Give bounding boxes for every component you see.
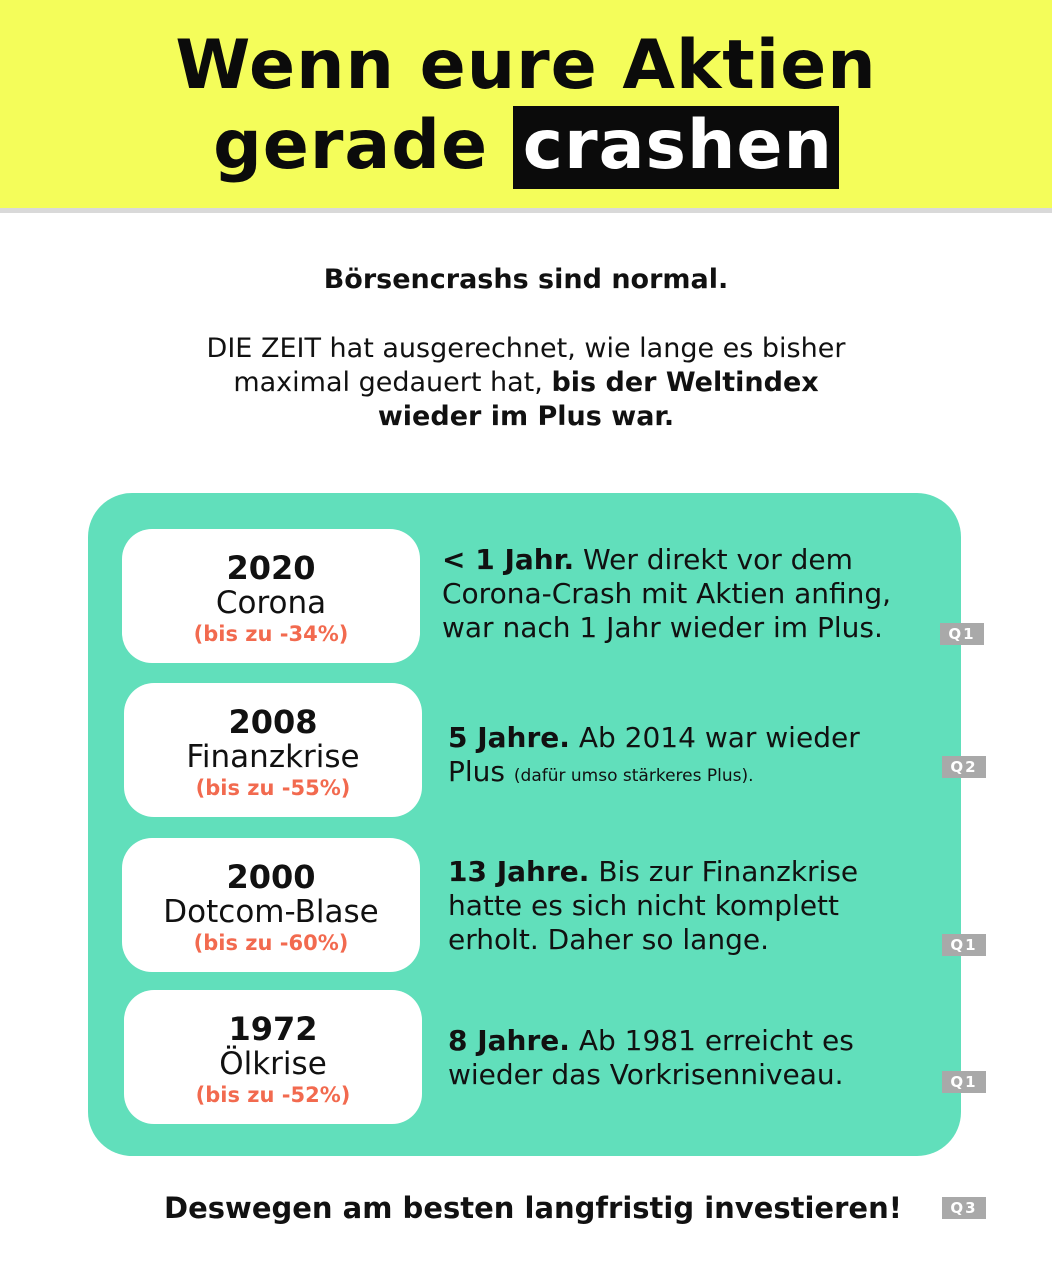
crash-card-1972 [124, 990, 422, 1124]
crash-year: 2008 [228, 703, 318, 741]
crash-name: Corona [215, 585, 327, 621]
crash-recovery-2000 [448, 855, 898, 957]
quarter-tag: Q1 [942, 1071, 986, 1093]
intro-text-bold: bis der Weltindex wieder im Plus war. [377, 367, 819, 432]
intro-headline: Börsencrashs sind normal. [323, 264, 729, 295]
crash-name: Ölkrise [219, 1046, 327, 1082]
crash-recovery-2008 [448, 721, 918, 793]
crash-card-2020 [122, 529, 420, 663]
recovery-duration: 5 Jahre. [448, 721, 570, 754]
title-line-2 [0, 106, 1052, 186]
crash-card-2008 [124, 683, 422, 817]
recovery-text: Wer direkt vor dem Corona-Crash mit Aktien anfing, war nach 1 Jahr wieder im Plus. [442, 543, 892, 644]
crash-name: Finanzkrise [186, 739, 360, 775]
recovery-duration: < 1 Jahr. [442, 543, 575, 576]
crash-drop: (bis zu -34%) [193, 622, 349, 646]
crash-drop: (bis zu -55%) [195, 776, 351, 800]
recovery-text: Bis zur Finanzkrise hatte es sich nicht komplett erholt. Daher so lange. [448, 855, 859, 956]
quarter-tag: Q1 [942, 934, 986, 956]
crash-card-2000 [122, 838, 420, 972]
crash-year: 2000 [226, 858, 316, 896]
quarter-tag: Q3 [942, 1197, 986, 1219]
quarter-tag: Q2 [942, 756, 986, 778]
crash-drop: (bis zu -60%) [193, 931, 349, 955]
crash-year: 2020 [226, 549, 316, 587]
recovery-note: (dafür umso stärkeres Plus). [513, 766, 754, 786]
title-word-highlight: crashen [513, 106, 839, 189]
recovery-text: Ab 2014 war wieder Plus [448, 721, 860, 788]
quarter-tag: Q1 [940, 623, 984, 645]
intro-paragraph [180, 332, 872, 434]
recovery-text: Ab 1981 erreicht es wieder das Vorkrisenniveau. [448, 1024, 854, 1091]
crash-recovery-2020 [442, 543, 942, 645]
recovery-duration: 8 Jahre. [448, 1024, 570, 1057]
intro-text-plain: DIE ZEIT hat ausgerechnet, wie lange es bisher maximal gedauert hat, [206, 333, 846, 398]
recovery-duration: 13 Jahre. [448, 855, 590, 888]
title-word-plain: gerade [213, 106, 489, 185]
title-banner [0, 0, 1052, 213]
conclusion-text: Deswegen am besten langfristig investieren! [164, 1191, 902, 1225]
crash-name: Dotcom-Blase [163, 894, 379, 930]
crash-drop: (bis zu -52%) [195, 1083, 351, 1107]
title-line-1: Wenn eure Aktien [175, 26, 877, 105]
crash-recovery-1972 [448, 1024, 898, 1092]
crash-year: 1972 [228, 1010, 318, 1048]
